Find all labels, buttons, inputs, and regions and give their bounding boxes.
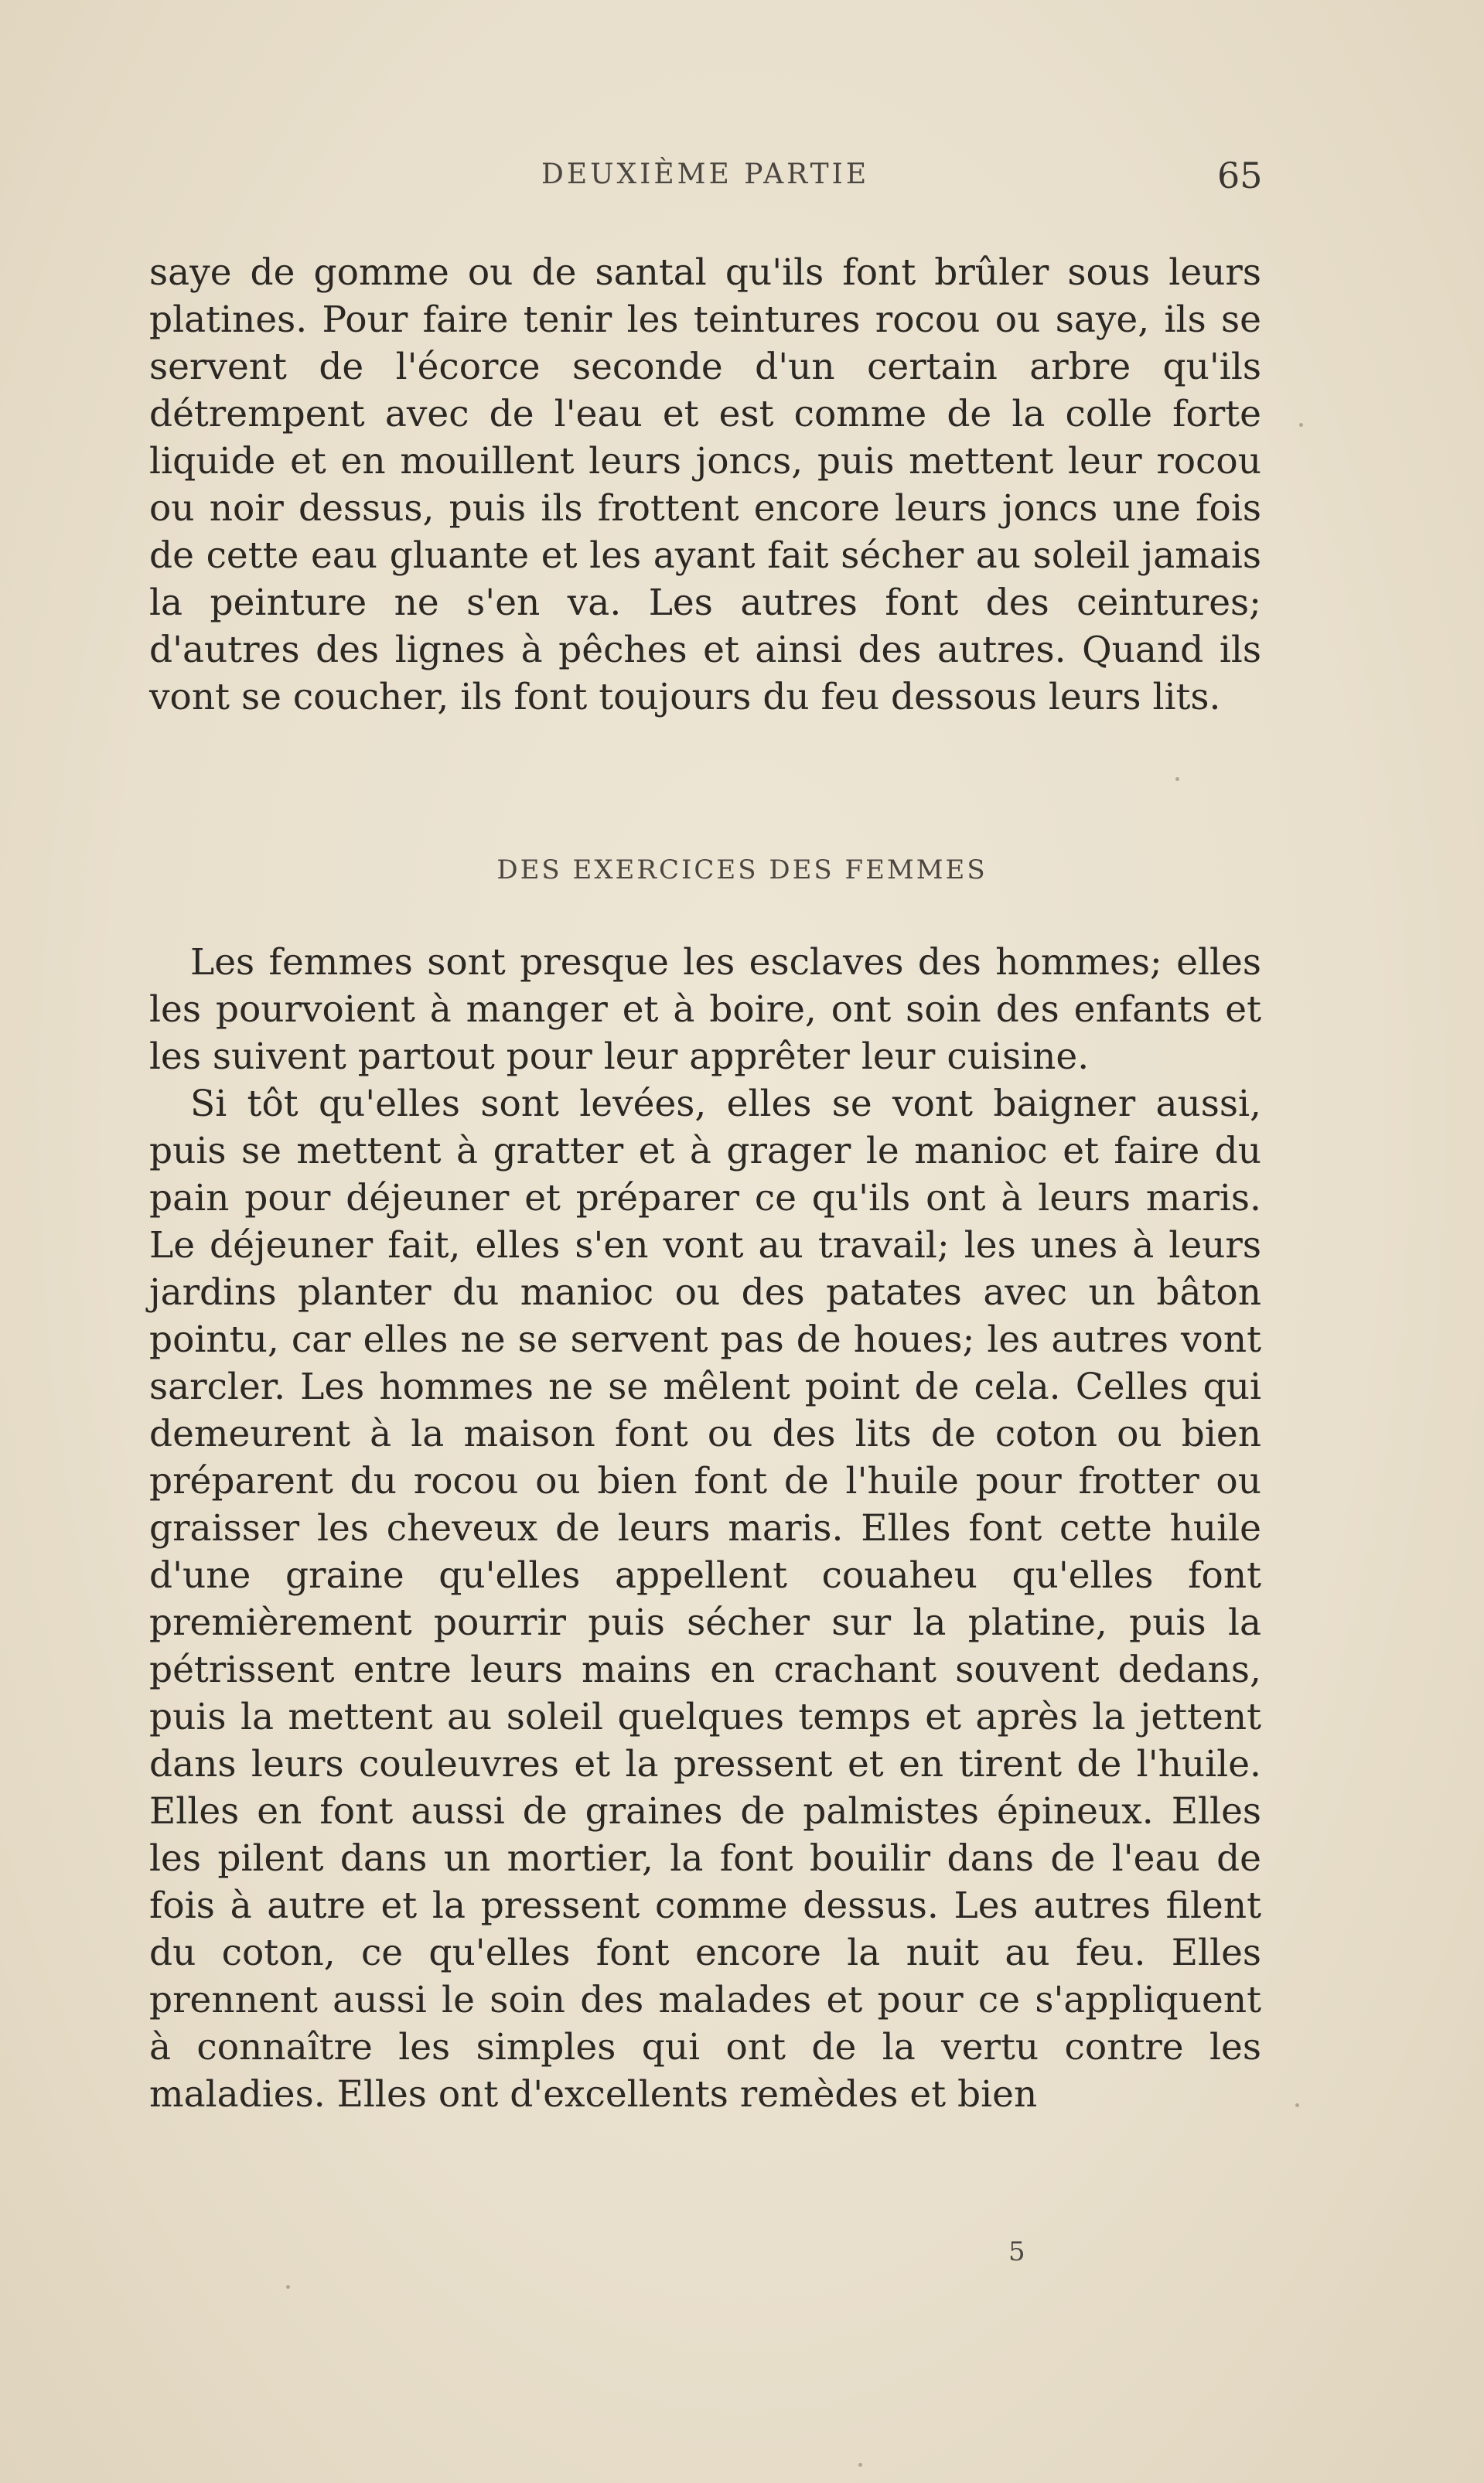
paper-speck: [1299, 423, 1303, 427]
page-number: 65: [1217, 155, 1263, 196]
signature-mark: 5: [1008, 2236, 1025, 2267]
paragraph: Si tôt qu'elles sont levées, elles se vont baigner aussi, puis se mettent à gratter et à grager le manioc et faire du pain pour déjeuner et préparer ce qu'ils ont à leurs maris. Le déjeuner fait, elles s'en vont au travail; les unes à leurs jardins planter du manioc ou des patates avec un bâton pointu, car elles ne se servent pas de houes; les autres vont sarcler. Les hommes ne se mêlent point de cela. Celles qui demeurent à la maison font ou des lits de coton ou bien préparent du rocou ou bien font de l'huile pour frotter ou graisser les cheveux de leurs maris. Elles font cette huile d'une graine qu'elles appellent couaheu qu'elles font premièrement pourrir puis sécher sur la platine, puis la pétrissent entre leurs mains en crachant souvent dedans, puis la mettent au soleil quelques temps et après la jettent dans leurs couleuvres et la pressent et en tirent de l'huile. Elles en font aussi de graines de palmistes épineux. Elles les pilent dans un mortier, la font bouilir dans de l'eau de fois à autre et la pressent comme dessus. Les autres filent du coton, ce qu'elles font encore la nuit au feu. Elles prennent aussi le soin des malades et pour ce s'appliquent à connaître les simples qui ont de la vertu contre les maladies. Elles ont d'excellents remèdes et bien: [149, 1083, 1261, 2116]
paper-speck: [1175, 777, 1179, 781]
paper-speck: [1295, 2103, 1299, 2107]
paper-speck: [858, 2463, 862, 2467]
text-block-bottom: [149, 939, 1261, 2118]
section-heading: DES EXERCICES DES FEMMES: [496, 854, 988, 885]
paragraph: saye de gomme ou de santal qu'ils font brûler sous leurs platines. Pour faire tenir les teintures rocou ou saye, ils se servent de l'écorce seconde d'un certain arbre qu'ils détrempent avec de l'eau et est comme de la colle forte liquide et en mouillent leurs joncs, puis mettent leur rocou ou noir dessus, puis ils frottent encore leurs joncs une fois de cette eau gluante et les ayant fait sécher au soleil jamais la peinture ne s'en va. Les autres font des ceintures; d'autres des lignes à pêches et ainsi des autres. Quand ils vont se coucher, ils font toujours du feu dessous leurs lits.: [149, 251, 1261, 718]
paragraph: Les femmes sont presque les esclaves des hommes; elles les pourvoient à manger et à boire, ont soin des enfants et les suivent partout pour leur apprêter leur cuisine.: [149, 941, 1261, 1078]
paper-speck: [286, 2285, 290, 2289]
text-block-top: [149, 249, 1261, 721]
running-head: DEUXIÈME PARTIE: [541, 159, 870, 190]
